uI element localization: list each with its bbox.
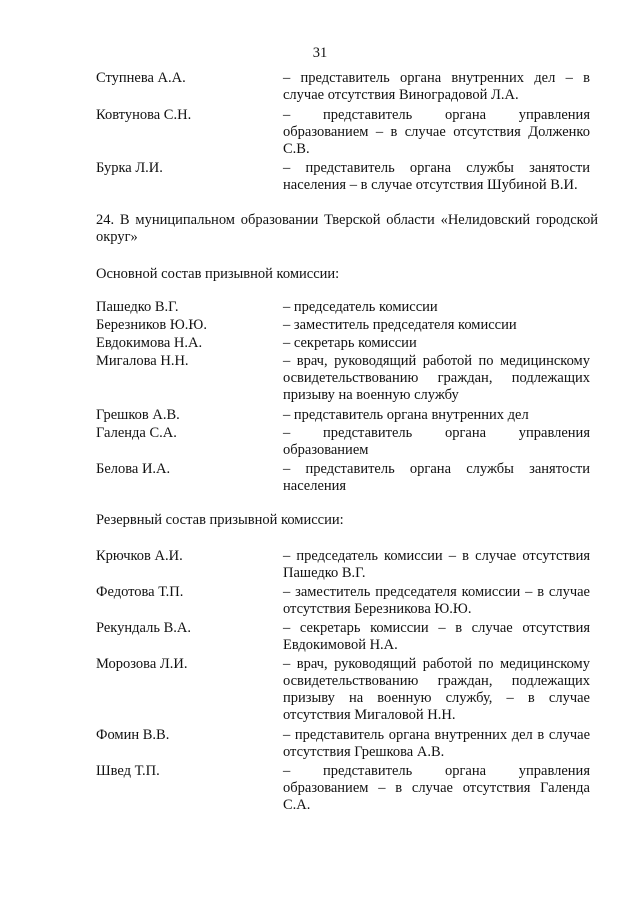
member-role: – представитель органа управления образованием	[283, 425, 590, 458]
member-role: – представитель органа внутренних дел	[283, 407, 529, 423]
member-role: – представитель органа службы занятости населения – в случае отсутствия Шубиной В.И.	[283, 160, 590, 193]
member-name: Рекундаль В.А.	[96, 620, 191, 636]
member-name: Федотова Т.П.	[96, 584, 184, 600]
member-name: Швед Т.П.	[96, 763, 160, 779]
reserve-composition-title: Резервный состав призывной комиссии:	[96, 512, 344, 528]
member-name: Евдокимова Н.А.	[96, 335, 203, 351]
member-name: Белова И.А.	[96, 461, 171, 477]
member-role: – секретарь комиссии – в случае отсутствия Евдокимовой Н.А.	[283, 620, 590, 653]
member-name: Мигалова Н.Н.	[96, 353, 189, 369]
member-role: – секретарь комиссии	[283, 335, 417, 351]
page-number: 31	[312, 45, 328, 61]
member-role: – заместитель председателя комиссии	[283, 317, 517, 333]
member-role: – представитель органа службы занятости населения	[283, 461, 590, 494]
member-name: Фомин В.В.	[96, 727, 170, 743]
member-role: – председатель комиссии	[283, 299, 438, 315]
member-name: Ковтунова С.Н.	[96, 107, 192, 123]
main-composition-title: Основной состав призывной комиссии:	[96, 266, 340, 282]
member-name: Березников Ю.Ю.	[96, 317, 207, 333]
member-role: – представитель органа внутренних дел в случае отсутствия Грешкова А.В.	[283, 727, 590, 760]
member-name: Грешков А.В.	[96, 407, 180, 423]
member-name: Пашедко В.Г.	[96, 299, 179, 315]
member-name: Ступнева А.А.	[96, 70, 186, 86]
section-heading: 24. В муниципальном образовании Тверской области «Нелидовский городской округ»	[96, 212, 598, 245]
member-name: Морозова Л.И.	[96, 656, 188, 672]
member-role: – представитель органа управления образованием – в случае отсутствия Долженко С.В.	[283, 107, 590, 157]
member-role: – представитель органа внутренних дел – в случае отсутствия Виноградовой Л.А.	[283, 70, 590, 103]
member-role: – врач, руководящий работой по медицинскому освидетельствованию граждан, подлежащих призыву на военную службу, – в случае отсутствия Мигаловой Н.Н.	[283, 656, 590, 723]
member-name: Бурка Л.И.	[96, 160, 163, 176]
member-role: – заместитель председателя комиссии – в случае отсутствия Березникова Ю.Ю.	[283, 584, 590, 617]
member-name: Крючков А.И.	[96, 548, 183, 564]
member-role: – врач, руководящий работой по медицинскому освидетельствованию граждан, подлежащих призыву на военную службу	[283, 353, 590, 403]
member-role: – председатель комиссии – в случае отсутствия Пашедко В.Г.	[283, 548, 590, 581]
member-role: – представитель органа управления образованием – в случае отсутствия Галенда С.А.	[283, 763, 590, 813]
member-name: Галенда С.А.	[96, 425, 177, 441]
